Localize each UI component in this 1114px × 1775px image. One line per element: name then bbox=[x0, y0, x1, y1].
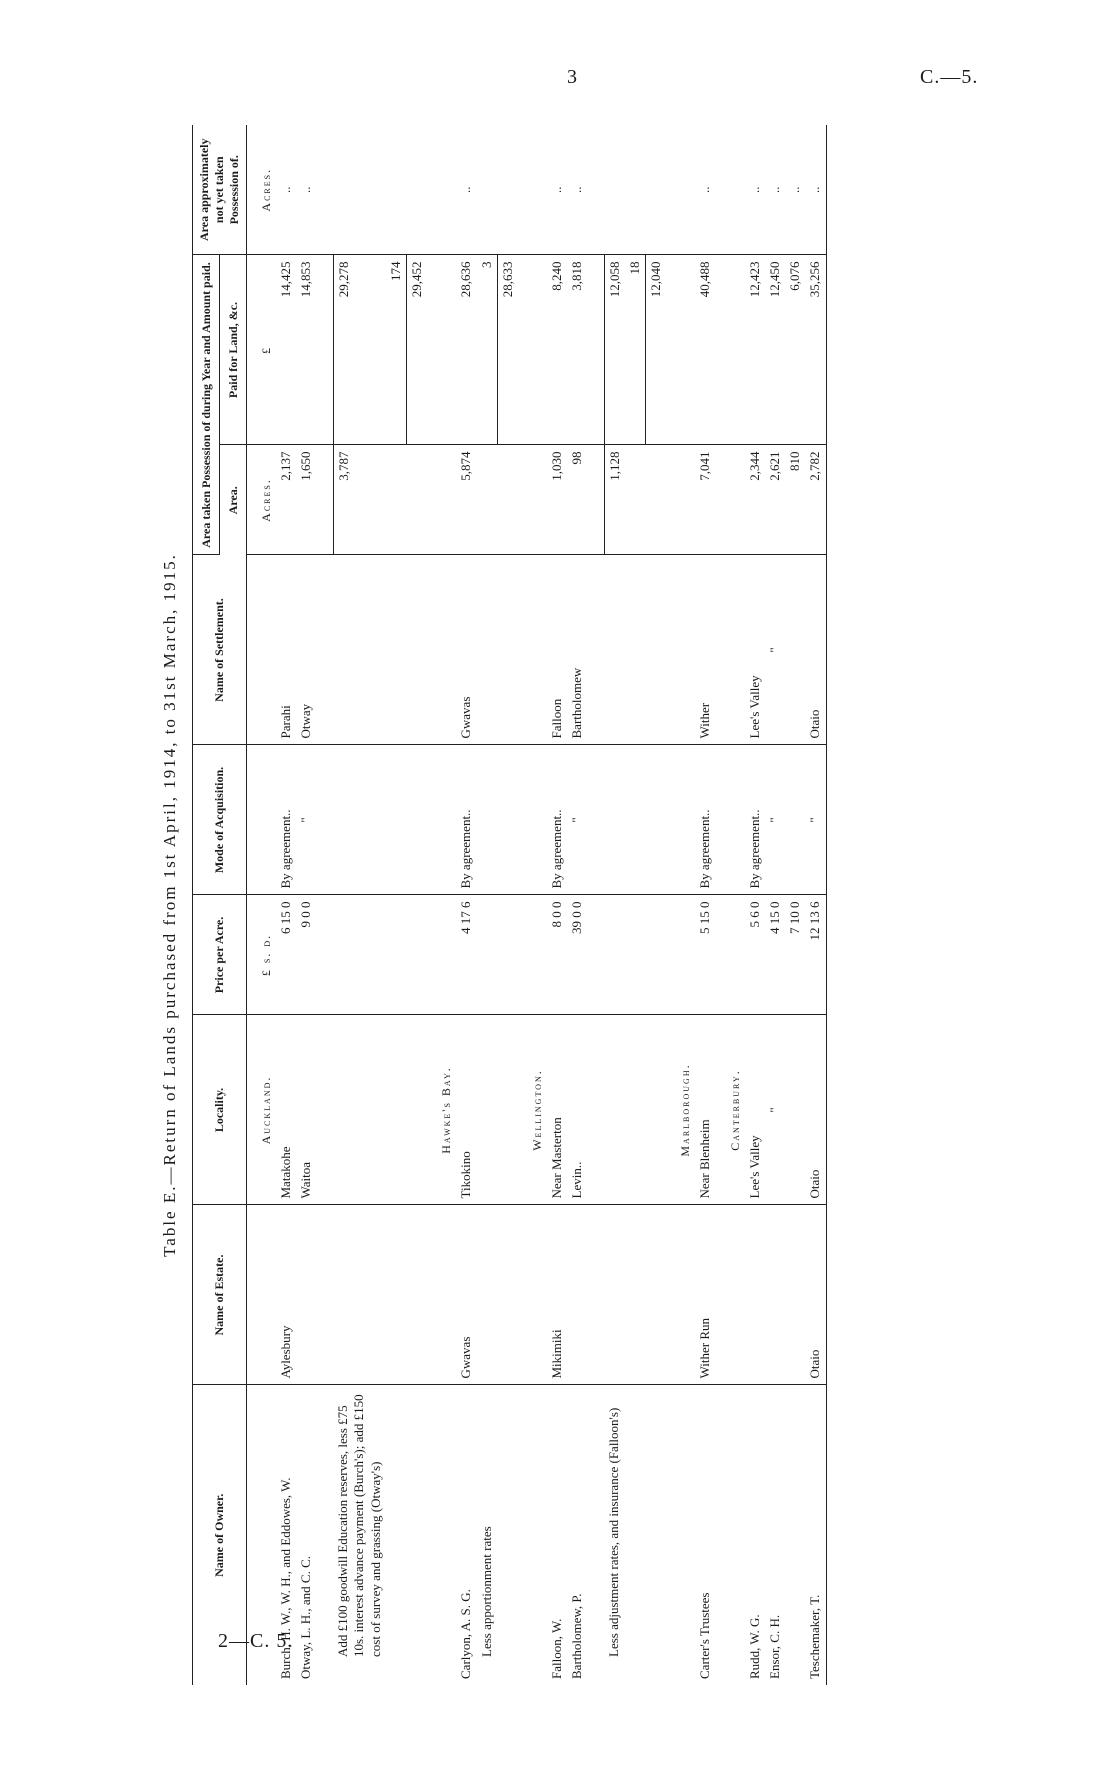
note-cell: Less apportionment rates bbox=[478, 1526, 494, 1657]
table-row bbox=[497, 125, 518, 1685]
table-row bbox=[745, 125, 765, 1685]
area-cell: 2,344 bbox=[745, 445, 765, 555]
table-row bbox=[386, 125, 407, 1685]
not-taken-cell: .. bbox=[296, 125, 316, 255]
region-row bbox=[518, 125, 547, 1685]
region-row bbox=[716, 125, 745, 1685]
estate-cell bbox=[745, 1205, 765, 1385]
estate-cell: Aylesbury bbox=[276, 1205, 296, 1385]
total-paid-cell: 12,040 bbox=[646, 255, 667, 445]
price-cell: 4 17 6 bbox=[456, 895, 476, 1015]
page-number: 3 bbox=[567, 66, 578, 88]
table-row bbox=[276, 125, 296, 1685]
paid-cell: 28,636 bbox=[456, 255, 476, 445]
area-cell: 1,650 bbox=[296, 445, 316, 555]
table-row bbox=[477, 125, 498, 1685]
price-cell: 6 15 0 bbox=[276, 895, 296, 1015]
table-row bbox=[456, 125, 476, 1685]
owner-cell: Rudd, W. G. bbox=[746, 1614, 762, 1679]
table-row bbox=[333, 125, 386, 1685]
mode-cell: " bbox=[805, 745, 826, 895]
mode-cell: By agreement.. bbox=[547, 745, 567, 895]
not-taken-cell: .. bbox=[785, 125, 805, 255]
locality-cell bbox=[785, 1015, 805, 1205]
paid-cell: 14,853 bbox=[296, 255, 316, 445]
table-row bbox=[407, 125, 428, 1685]
estate-cell: Gwavas bbox=[456, 1205, 476, 1385]
estate-cell bbox=[567, 1205, 587, 1385]
region-row bbox=[247, 125, 277, 1685]
not-taken-cell: .. bbox=[745, 125, 765, 255]
table-title: Table E.—Return of Lands purchased from 1st April, 1914, to 31st March, 1915. bbox=[160, 553, 179, 1257]
paid-cell: 8,240 bbox=[547, 255, 567, 445]
total-paid-cell: 29,452 bbox=[407, 255, 428, 445]
settlement-cell: Lee's Valley bbox=[745, 555, 765, 745]
header-price: Price per Acre. bbox=[193, 895, 247, 1015]
paid-cell: 35,256 bbox=[805, 255, 826, 445]
mode-cell: " bbox=[765, 745, 785, 895]
region-row bbox=[427, 125, 456, 1685]
table-row bbox=[547, 125, 567, 1685]
owner-cell: Ensor, C. H. bbox=[766, 1614, 782, 1679]
mode-cell bbox=[785, 745, 805, 895]
settlement-cell: Parahi bbox=[276, 555, 296, 745]
paid-cell: 6,076 bbox=[785, 255, 805, 445]
locality-cell: Waitoa bbox=[296, 1015, 316, 1205]
owner-cell bbox=[785, 1385, 805, 1685]
area-cell: 2,137 bbox=[276, 445, 296, 555]
header-mode: Mode of Acquisition. bbox=[193, 745, 247, 895]
total-paid-cell: 28,633 bbox=[497, 255, 518, 445]
header-area: Area. bbox=[220, 445, 247, 555]
header-area-group: Area taken Possession of during Year and Amount paid. bbox=[193, 255, 220, 555]
area-cell: 98 bbox=[567, 445, 587, 555]
region-wellington: Wellington. bbox=[518, 1015, 547, 1205]
owner-cell: Otway, L. H., and C. C. bbox=[298, 1555, 314, 1679]
price-cell: 12 13 6 bbox=[805, 895, 826, 1015]
header-settlement: Name of Settlement. bbox=[193, 555, 247, 745]
owner-cell: Bartholomew, P. bbox=[569, 1593, 585, 1679]
owner-cell: Teschemaker, T. bbox=[805, 1385, 826, 1685]
adjustment-paid-cell: 174 bbox=[386, 255, 407, 445]
estate-cell: Mikimiki bbox=[547, 1205, 567, 1385]
area-cell: 5,874 bbox=[456, 445, 476, 555]
subtotal-area-cell: 1,128 bbox=[604, 445, 625, 555]
locality-cell: " bbox=[765, 1015, 785, 1205]
mode-cell: By agreement.. bbox=[456, 745, 476, 895]
price-cell: 7 10 0 bbox=[785, 895, 805, 1015]
price-cell: 5 15 0 bbox=[695, 895, 715, 1015]
settlement-cell: Falloon bbox=[547, 555, 567, 745]
not-taken-cell: .. bbox=[547, 125, 567, 255]
region-row bbox=[666, 125, 695, 1685]
locality-cell: Near Masterton bbox=[547, 1015, 567, 1205]
area-cell: 2,621 bbox=[765, 445, 785, 555]
settlement-cell: Bartholomew bbox=[567, 555, 587, 745]
subtotal-paid-cell: 29,278 bbox=[333, 255, 386, 445]
paid-cell: 14,425 bbox=[276, 255, 296, 445]
header-locality: Locality. bbox=[193, 1015, 247, 1205]
price-cell: 5 6 0 bbox=[745, 895, 765, 1015]
paid-cell: 12,450 bbox=[765, 255, 785, 445]
rotated-table-block bbox=[160, 125, 1020, 1685]
paid-cell: 3,818 bbox=[567, 255, 587, 445]
estate-cell bbox=[765, 1205, 785, 1385]
settlement-cell: Otway bbox=[296, 555, 316, 745]
owner-cell: Carlyon, A. S. G. bbox=[458, 1589, 474, 1679]
locality-cell: Matakohe bbox=[276, 1015, 296, 1205]
note-cell: Less adjustment rates, and insurance (Falloon's) bbox=[606, 1407, 621, 1657]
region-marlborough: Marlborough. bbox=[666, 1015, 695, 1205]
adjustment-paid-cell: 3 bbox=[477, 255, 498, 445]
unit-paid: £ bbox=[247, 255, 277, 445]
table-row bbox=[805, 125, 826, 1685]
mode-cell: By agreement.. bbox=[276, 745, 296, 895]
table-row bbox=[625, 125, 646, 1685]
table-row bbox=[604, 125, 625, 1685]
unit-price: £ s. d. bbox=[247, 895, 277, 1015]
document-reference-bottom: 2—C. 5. bbox=[218, 1630, 294, 1652]
owner-cell: Carter's Trustees bbox=[697, 1592, 713, 1679]
area-cell: 1,030 bbox=[547, 445, 567, 555]
not-taken-cell: .. bbox=[567, 125, 587, 255]
unit-not-taken: Acres. bbox=[247, 125, 277, 255]
mode-cell: By agreement.. bbox=[695, 745, 715, 895]
table-row bbox=[567, 125, 587, 1685]
not-taken-cell: .. bbox=[805, 125, 826, 255]
note-cell: Add £100 goodwill Education reserves, less £75 10s. interest advance payment (Burch's); add £150 cost of survey and grassing (Otway's) bbox=[335, 1394, 383, 1657]
not-taken-cell: .. bbox=[765, 125, 785, 255]
region-canterbury: Canterbury. bbox=[716, 1015, 745, 1205]
header-estate: Name of Estate. bbox=[193, 1205, 247, 1385]
subtotal-area-cell: 3,787 bbox=[333, 445, 386, 555]
not-taken-cell: .. bbox=[456, 125, 476, 255]
table-row bbox=[695, 125, 715, 1685]
locality-cell: Tikokino bbox=[456, 1015, 476, 1205]
estate-cell: Wither Run bbox=[695, 1205, 715, 1385]
table-row bbox=[296, 125, 316, 1685]
region-auckland: Auckland. bbox=[247, 1015, 277, 1205]
mode-cell: " bbox=[296, 745, 316, 895]
subtotal-paid-cell: 12,058 bbox=[604, 255, 625, 445]
unit-area: Acres. bbox=[247, 445, 277, 555]
paid-cell: 12,423 bbox=[745, 255, 765, 445]
region-hawkes-bay: Hawke's Bay. bbox=[427, 1015, 456, 1205]
estate-cell bbox=[785, 1205, 805, 1385]
estate-cell bbox=[296, 1205, 316, 1385]
settlement-cell: Wither bbox=[695, 555, 715, 745]
locality-cell: Levin.. bbox=[567, 1015, 587, 1205]
settlement-cell: " bbox=[765, 555, 785, 745]
owner-cell: Falloon, W. bbox=[549, 1618, 564, 1679]
area-cell: 7,041 bbox=[695, 445, 715, 555]
locality-cell: Near Blenheim bbox=[695, 1015, 715, 1205]
locality-cell: Otaio bbox=[805, 1015, 826, 1205]
owner-cell: Burch, H. W., W. H., and Eddowes, W. bbox=[278, 1477, 293, 1679]
table-row bbox=[785, 125, 805, 1685]
area-cell: 810 bbox=[785, 445, 805, 555]
document-reference-top: C.—5. bbox=[920, 66, 979, 88]
price-cell: 4 15 0 bbox=[765, 895, 785, 1015]
estate-cell: Otaio bbox=[805, 1205, 826, 1385]
settlement-cell: Otaio bbox=[805, 555, 826, 745]
header-paid: Paid for Land, &c. bbox=[220, 255, 247, 445]
mode-cell: " bbox=[567, 745, 587, 895]
price-cell: 8 0 0 bbox=[547, 895, 567, 1015]
locality-cell: Lee's Valley bbox=[745, 1015, 765, 1205]
not-taken-cell: .. bbox=[276, 125, 296, 255]
settlement-cell bbox=[785, 555, 805, 745]
table-row bbox=[646, 125, 667, 1685]
mode-cell: By agreement.. bbox=[745, 745, 765, 895]
header-not-taken: Area approximately not yet taken Possession of. bbox=[193, 125, 247, 255]
area-cell: 2,782 bbox=[805, 445, 826, 555]
header-owner: Name of Owner. bbox=[193, 1385, 247, 1685]
price-cell: 9 0 0 bbox=[296, 895, 316, 1015]
paid-cell: 40,488 bbox=[695, 255, 715, 445]
price-cell: 39 0 0 bbox=[567, 895, 587, 1015]
settlement-cell: Gwavas bbox=[456, 555, 476, 745]
adjustment-paid-cell: 18 bbox=[625, 255, 646, 445]
not-taken-cell: .. bbox=[695, 125, 715, 255]
table-row bbox=[765, 125, 785, 1685]
lands-purchased-table bbox=[192, 125, 827, 1685]
